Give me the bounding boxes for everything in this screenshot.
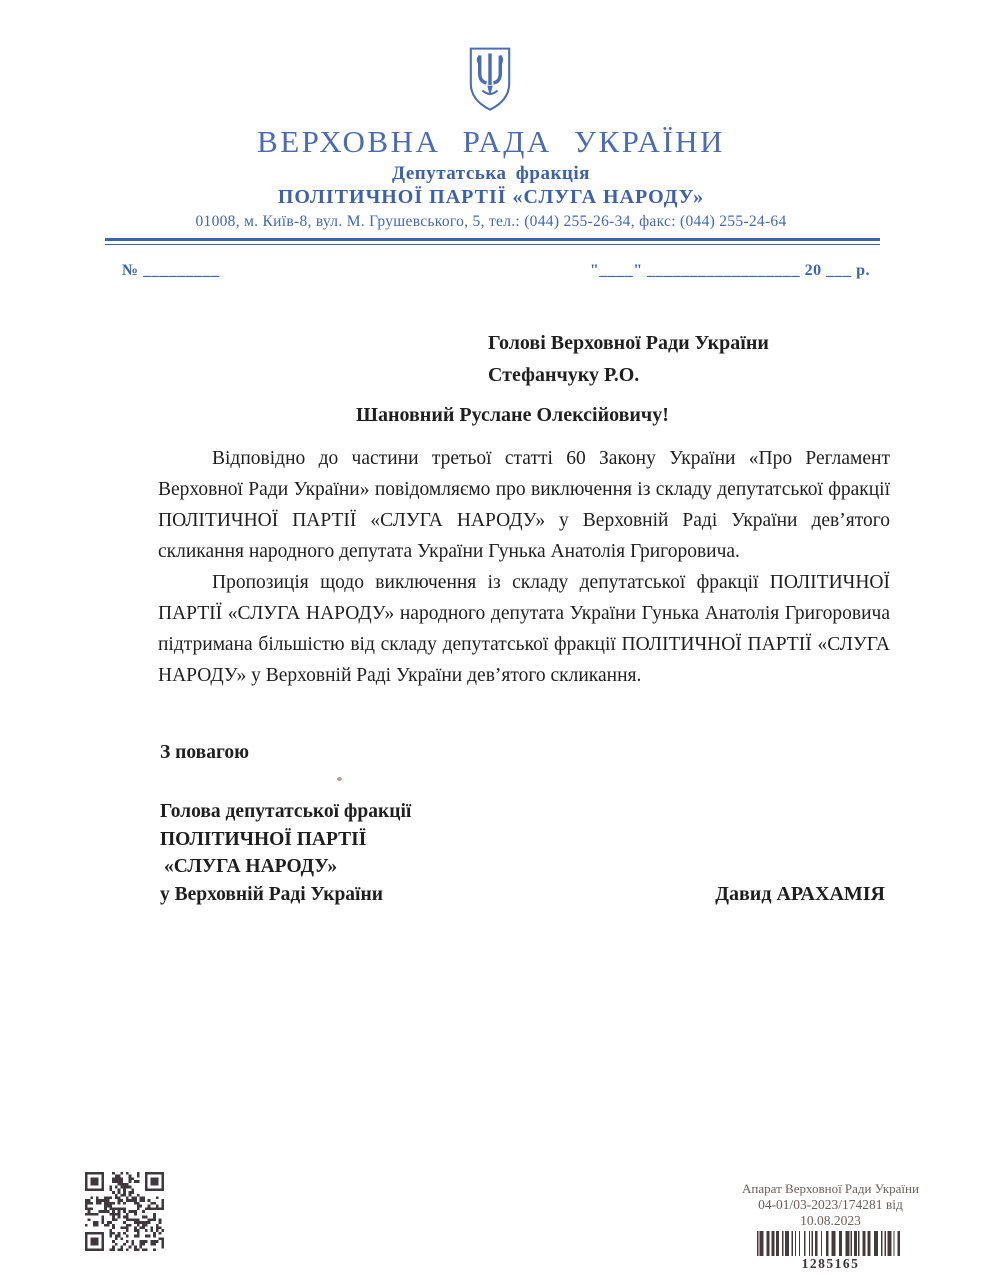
stamp-org-line: Апарат Верховної Ради України xyxy=(742,1181,919,1196)
signer-name: Давид АРАХАМІЯ xyxy=(715,882,885,905)
letterhead-divider xyxy=(105,238,880,245)
barcode-number: 1285165 xyxy=(801,1256,860,1271)
reference-line xyxy=(122,262,870,280)
recipient-line2: Стефанчуку Р.О. xyxy=(488,364,640,386)
closing-regards: З повагою xyxy=(160,742,249,763)
org-address: 01008, м. Київ-8, вул. М. Грушевського, 5, тел.: (044) 255-26-34, факс: (044) 255-24-64 xyxy=(195,213,787,230)
signer-title-line2: ПОЛІТИЧНОЇ ПАРТІЇ xyxy=(160,828,367,850)
letter-body xyxy=(158,443,890,691)
signer-title-line3: «СЛУГА НАРОДУ» xyxy=(164,856,338,877)
org-subtitle-faction: Депутатська фракція xyxy=(392,163,590,184)
registration-stamp xyxy=(728,1181,933,1272)
scan-artifact-dot xyxy=(337,777,342,781)
body-paragraph-1: Відповідно до частини третьої статті 60 Закону України «Про Регламент Верховної Ради України» повідомляємо про виключення із складу депутатської фракції ПОЛІТИЧНОЇ ПАРТІЇ «СЛУГА НАРОДУ» у Верховній Раді України дев’ятого скликання народного депутата України Гунька Анатолія Григоровича. xyxy=(158,448,890,562)
org-title: ВЕРХОВНА РАДА УКРАЇНИ xyxy=(257,124,725,159)
document-number-blank: № _________ xyxy=(122,262,220,279)
signature-block xyxy=(160,798,885,908)
salutation: Шановний Руслане Олексійовичу! xyxy=(356,404,669,426)
signer-title-line4: у Верховній Раді України xyxy=(160,883,383,905)
stamp-number-line: 04-01/03-2023/174281 від 10.08.2023 xyxy=(758,1197,903,1228)
recipient-line1: Голові Верховної Ради України xyxy=(488,332,769,354)
org-subtitle-party: ПОЛІТИЧНОЇ ПАРТІЇ «СЛУГА НАРОДУ» xyxy=(277,186,705,208)
signer-title-line1: Голова депутатської фракції xyxy=(160,801,412,822)
ukraine-trident-emblem xyxy=(466,38,514,121)
document-date-blank: "____" __________________ 20 ___ р. xyxy=(589,262,870,279)
recipient-block xyxy=(488,327,769,391)
barcode-icon xyxy=(757,1231,905,1256)
qr-code-icon xyxy=(85,1171,164,1252)
body-paragraph-2: Пропозиція щодо виключення із складу депутатської фракції ПОЛІТИЧНОЇ ПАРТІЇ «СЛУГА НАРОДУ» народного депутата України Гунька Анатолія Григоровича підтримана більшістю від складу депутатської фракції ПОЛІТИЧНОЇ ПАРТІЇ «СЛУГА НАРОДУ» у Верховній Раді України дев’ятого скликання. xyxy=(158,572,890,686)
